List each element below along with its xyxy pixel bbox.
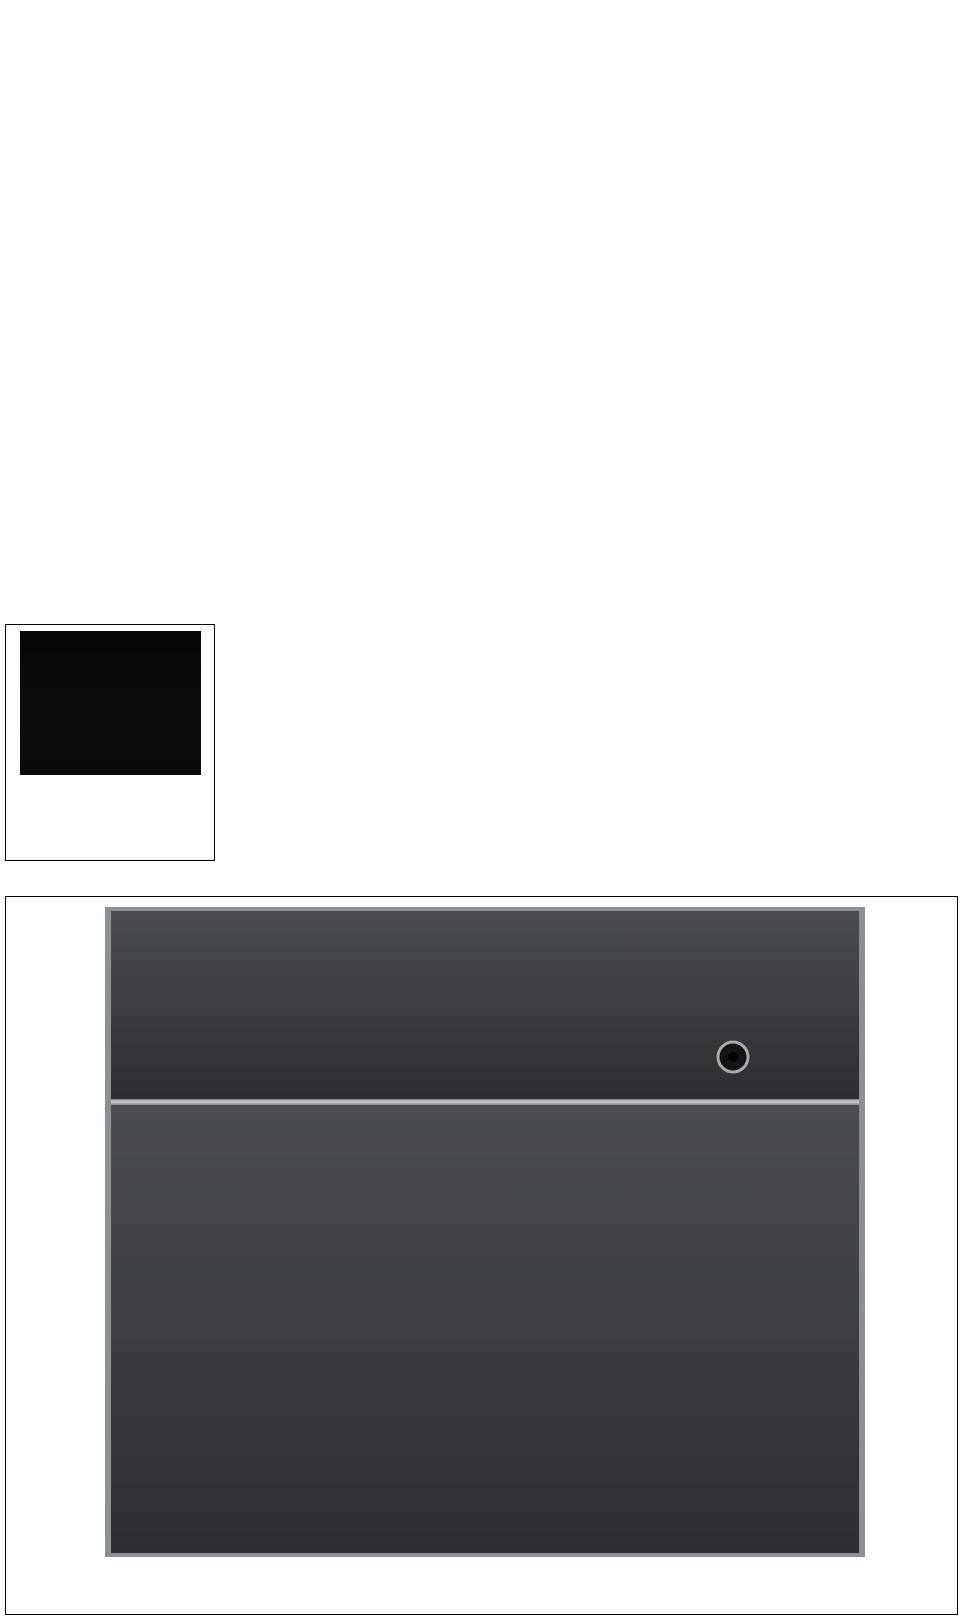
mixer-image [105,907,865,1557]
foam-figure [5,624,215,861]
foam-image [20,631,201,775]
mixer-figure [5,896,958,1615]
